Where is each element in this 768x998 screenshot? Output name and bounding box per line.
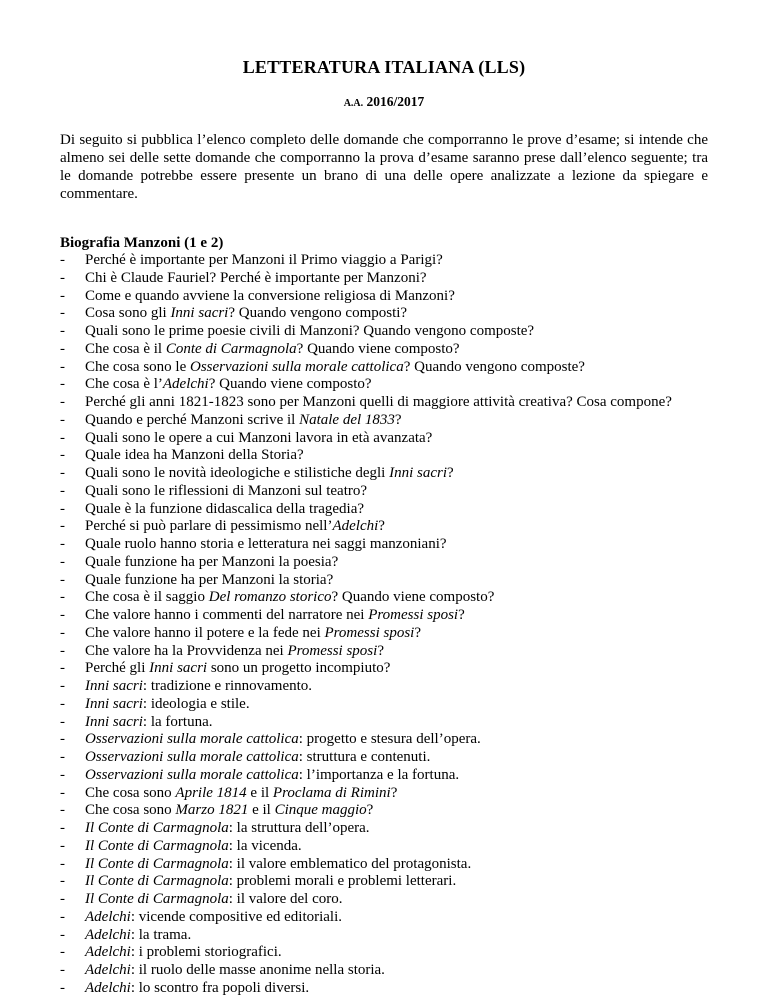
question-text: Quale idea ha Manzoni della Storia? xyxy=(85,447,304,464)
list-bullet: - xyxy=(60,766,65,783)
question-text: Che valore hanno i commenti del narratore nei xyxy=(85,607,369,623)
work-title: Promessi sposi xyxy=(287,642,378,659)
question-item xyxy=(60,394,740,412)
question-item xyxy=(60,714,740,732)
question-item xyxy=(60,589,740,607)
question-text: Che valore ha la Provvidenza nei xyxy=(85,642,288,659)
question-text: ? xyxy=(394,411,402,428)
question-text: : progetto e stesura dell’opera. xyxy=(298,731,481,748)
question-item xyxy=(60,536,740,554)
work-title: Inni sacri xyxy=(389,465,448,481)
question-text: ? xyxy=(414,624,422,641)
work-title: Inni sacri xyxy=(85,695,143,712)
work-title: Del romanzo storico xyxy=(208,589,332,606)
question-text: Quali sono le opere a cui Manzoni lavora in età avanzata? xyxy=(85,429,433,446)
question-text: : ideologia e stile. xyxy=(142,695,250,712)
question-text: Perché si può parlare di pessimismo nell’ xyxy=(85,518,333,535)
question-text: Quale funzione ha per Manzoni la poesia? xyxy=(85,553,339,570)
work-title: Osservazioni sulla morale cattolica xyxy=(85,766,299,783)
question-item xyxy=(60,501,740,519)
question-text: Che cosa è il saggio xyxy=(85,589,209,606)
work-title: Inni sacri xyxy=(85,713,143,730)
intro-paragraph: Di seguito si pubblica l’elenco completo delle domande che comporranno le prove d’esame; si intende che almeno sei delle sette domande che comporranno la prova d’esame saranno prese dall’elenco seguente; tra le domande potrebbe essere presente un brano di una delle opere analizzate a lezione da spiegare e commentare. xyxy=(60,132,708,202)
question-item xyxy=(60,767,740,785)
question-text: : i problemi storiografici. xyxy=(130,944,282,961)
question-text: ? Quando vengono composte? xyxy=(403,358,585,375)
question-text: : lo scontro fra popoli diversi. xyxy=(130,979,310,996)
question-text: ? xyxy=(377,642,384,659)
work-title: Proclama di Rimini xyxy=(272,784,391,801)
question-item xyxy=(60,323,740,341)
section-title: Biografia Manzoni (1 e 2) xyxy=(60,235,224,251)
list-bullet: - xyxy=(60,323,65,339)
question-item xyxy=(60,430,740,448)
question-text: : la trama. xyxy=(130,926,192,943)
list-bullet: - xyxy=(60,500,65,517)
question-item xyxy=(60,554,740,572)
list-bullet: - xyxy=(60,305,65,322)
list-bullet: - xyxy=(60,447,65,464)
list-bullet: - xyxy=(60,908,65,925)
question-item xyxy=(60,802,740,820)
work-title: Il Conte di Carmagnola xyxy=(85,855,229,872)
question-item xyxy=(60,962,740,980)
work-title: Il Conte di Carmagnola xyxy=(85,820,229,836)
list-bullet: - xyxy=(60,891,65,907)
work-title: Il Conte di Carmagnola xyxy=(85,891,229,907)
question-item xyxy=(60,927,740,945)
question-text: Perché è importante per Manzoni il Primo viaggio a Parigi? xyxy=(85,252,443,268)
list-bullet: - xyxy=(60,873,65,890)
list-bullet: - xyxy=(60,660,65,677)
list-bullet: - xyxy=(60,340,65,357)
question-item xyxy=(60,465,740,483)
question-text: Chi è Claude Fauriel? Perché è importante per Manzoni? xyxy=(85,269,427,286)
question-text: Che cosa è il xyxy=(85,340,166,357)
question-text: e il xyxy=(246,784,273,801)
question-text: : la fortuna. xyxy=(142,713,213,730)
academic-year xyxy=(0,94,768,112)
question-text: : il valore del coro. xyxy=(228,891,343,907)
list-bullet: - xyxy=(60,536,65,552)
work-title: Osservazioni sulla morale cattolica xyxy=(189,358,404,375)
work-title: Adelchi xyxy=(85,908,131,925)
list-bullet: - xyxy=(60,837,65,854)
question-item xyxy=(60,607,740,625)
question-item xyxy=(60,625,740,643)
question-text: Perché gli xyxy=(85,660,150,677)
list-bullet: - xyxy=(60,944,65,961)
work-title: Aprile 1814 xyxy=(175,784,247,801)
question-text: : il ruolo delle masse anonime nella storia. xyxy=(130,962,385,978)
work-title: Adelchi xyxy=(162,376,209,393)
question-item xyxy=(60,288,740,306)
list-bullet: - xyxy=(60,358,65,375)
question-item xyxy=(60,944,740,962)
work-title: Promessi sposi xyxy=(324,624,415,641)
question-item xyxy=(60,252,740,270)
question-item xyxy=(60,838,740,856)
question-text: Che cosa sono xyxy=(85,802,176,819)
work-title: Marzo 1821 xyxy=(175,802,249,819)
question-item xyxy=(60,820,740,838)
academic-year-prefix: A.A. xyxy=(343,98,364,109)
question-item xyxy=(60,856,740,874)
list-bullet: - xyxy=(60,482,65,499)
list-bullet: - xyxy=(60,553,65,570)
question-text: Che valore hanno il potere e la fede nei xyxy=(85,624,325,641)
question-item xyxy=(60,696,740,714)
question-text: Quale ruolo hanno storia e letteratura nei saggi manzoniani? xyxy=(85,536,447,552)
question-text: Quando e perché Manzoni scrive il xyxy=(85,411,300,428)
question-item xyxy=(60,873,740,891)
list-bullet: - xyxy=(60,376,65,393)
list-bullet: - xyxy=(60,784,65,801)
question-text: : struttura e contenuti. xyxy=(298,749,431,765)
work-title: Inni sacri xyxy=(85,678,143,694)
question-item xyxy=(60,359,740,377)
list-bullet: - xyxy=(60,287,65,304)
question-text: sono un progetto incompiuto? xyxy=(207,660,391,677)
work-title: Adelchi xyxy=(85,962,131,978)
list-bullet: - xyxy=(60,269,65,286)
question-item xyxy=(60,785,740,803)
question-text: ? Quando viene composto? xyxy=(296,340,460,357)
question-text: Che cosa sono xyxy=(85,784,176,801)
list-bullet: - xyxy=(60,749,65,765)
work-title: Adelchi xyxy=(85,944,131,961)
question-text: e il xyxy=(248,802,275,819)
question-text: ? Quando viene composto? xyxy=(331,589,495,606)
question-item xyxy=(60,341,740,359)
work-title: Cinque maggio xyxy=(274,802,367,819)
question-text: ? xyxy=(390,784,398,801)
question-item xyxy=(60,660,740,678)
question-text: ? Quando viene composto? xyxy=(208,376,372,393)
list-bullet: - xyxy=(60,252,65,268)
work-title: Osservazioni sulla morale cattolica xyxy=(85,749,299,765)
list-bullet: - xyxy=(60,979,65,996)
work-title: Adelchi xyxy=(85,926,131,943)
question-item xyxy=(60,909,740,927)
question-text: : vicende compositive ed editoriali. xyxy=(130,908,343,925)
list-bullet: - xyxy=(60,411,65,428)
list-bullet: - xyxy=(60,678,65,694)
list-bullet: - xyxy=(60,642,65,659)
work-title: Natale del 1833 xyxy=(299,411,395,428)
question-text: : tradizione e rinnovamento. xyxy=(142,678,313,694)
work-title: Adelchi xyxy=(85,979,131,996)
document-title: LETTERATURA ITALIANA (LLS) xyxy=(242,57,526,77)
question-item xyxy=(60,731,740,749)
question-text: ? Quando vengono composti? xyxy=(228,305,408,322)
question-item xyxy=(60,749,740,767)
work-title: Osservazioni sulla morale cattolica xyxy=(85,731,299,748)
question-item xyxy=(60,572,740,590)
question-text: Quali sono le novità ideologiche e stilistiche degli xyxy=(85,465,390,481)
list-bullet: - xyxy=(60,855,65,872)
question-item xyxy=(60,447,740,465)
question-item xyxy=(60,980,740,998)
work-title: Il Conte di Carmagnola xyxy=(85,837,229,854)
list-bullet: - xyxy=(60,624,65,641)
question-text: ? xyxy=(378,518,385,535)
work-title: Il Conte di Carmagnola xyxy=(85,873,229,890)
question-item xyxy=(60,891,740,909)
question-list xyxy=(60,252,740,998)
work-title: Promessi sposi xyxy=(368,607,459,623)
list-bullet: - xyxy=(60,465,65,481)
list-bullet: - xyxy=(60,962,65,978)
list-bullet: - xyxy=(60,394,65,410)
question-item xyxy=(60,305,740,323)
question-item xyxy=(60,412,740,430)
list-bullet: - xyxy=(60,926,65,943)
question-text: Perché gli anni 1821-1823 sono per Manzoni quelli di maggiore attività creativa? Cosa compone? xyxy=(85,394,672,410)
question-text: ? xyxy=(447,465,454,481)
question-text: Quale è la funzione didascalica della tragedia? xyxy=(85,500,365,517)
question-item xyxy=(60,270,740,288)
question-text: : l’importanza e la fortuna. xyxy=(298,766,460,783)
list-bullet: - xyxy=(60,713,65,730)
question-text: : il valore emblematico del protagonista. xyxy=(228,855,472,872)
list-bullet: - xyxy=(60,429,65,446)
list-bullet: - xyxy=(60,820,65,836)
list-bullet: - xyxy=(60,518,65,535)
question-text: Come e quando avviene la conversione religiosa di Manzoni? xyxy=(85,287,455,304)
question-text: Che cosa sono le xyxy=(85,358,190,375)
question-text: ? xyxy=(458,607,465,623)
list-bullet: - xyxy=(60,802,65,819)
work-title: Conte di Carmagnola xyxy=(165,340,297,357)
question-text: : la vicenda. xyxy=(228,837,302,854)
question-item xyxy=(60,483,740,501)
question-item xyxy=(60,678,740,696)
question-item xyxy=(60,376,740,394)
question-text: : la struttura dell’opera. xyxy=(228,820,370,836)
work-title: Adelchi xyxy=(332,518,379,535)
list-bullet: - xyxy=(60,589,65,606)
question-item xyxy=(60,643,740,661)
question-text: Che cosa è l’ xyxy=(85,376,163,393)
list-bullet: - xyxy=(60,571,65,588)
question-text: Quale funzione ha per Manzoni la storia? xyxy=(85,571,334,588)
list-bullet: - xyxy=(60,731,65,748)
list-bullet: - xyxy=(60,607,65,623)
list-bullet: - xyxy=(60,695,65,712)
question-item xyxy=(60,518,740,536)
question-text: : problemi morali e problemi letterari. xyxy=(228,873,457,890)
question-text: Quali sono le riflessioni di Manzoni sul teatro? xyxy=(85,482,368,499)
academic-year-value: 2016/2017 xyxy=(366,94,425,109)
work-title: Inni sacri xyxy=(170,305,229,322)
question-text: Quali sono le prime poesie civili di Manzoni? Quando vengono composte? xyxy=(85,323,535,339)
question-text: ? xyxy=(366,802,374,819)
question-text: Cosa sono gli xyxy=(85,305,171,322)
work-title: Inni sacri xyxy=(149,660,208,677)
